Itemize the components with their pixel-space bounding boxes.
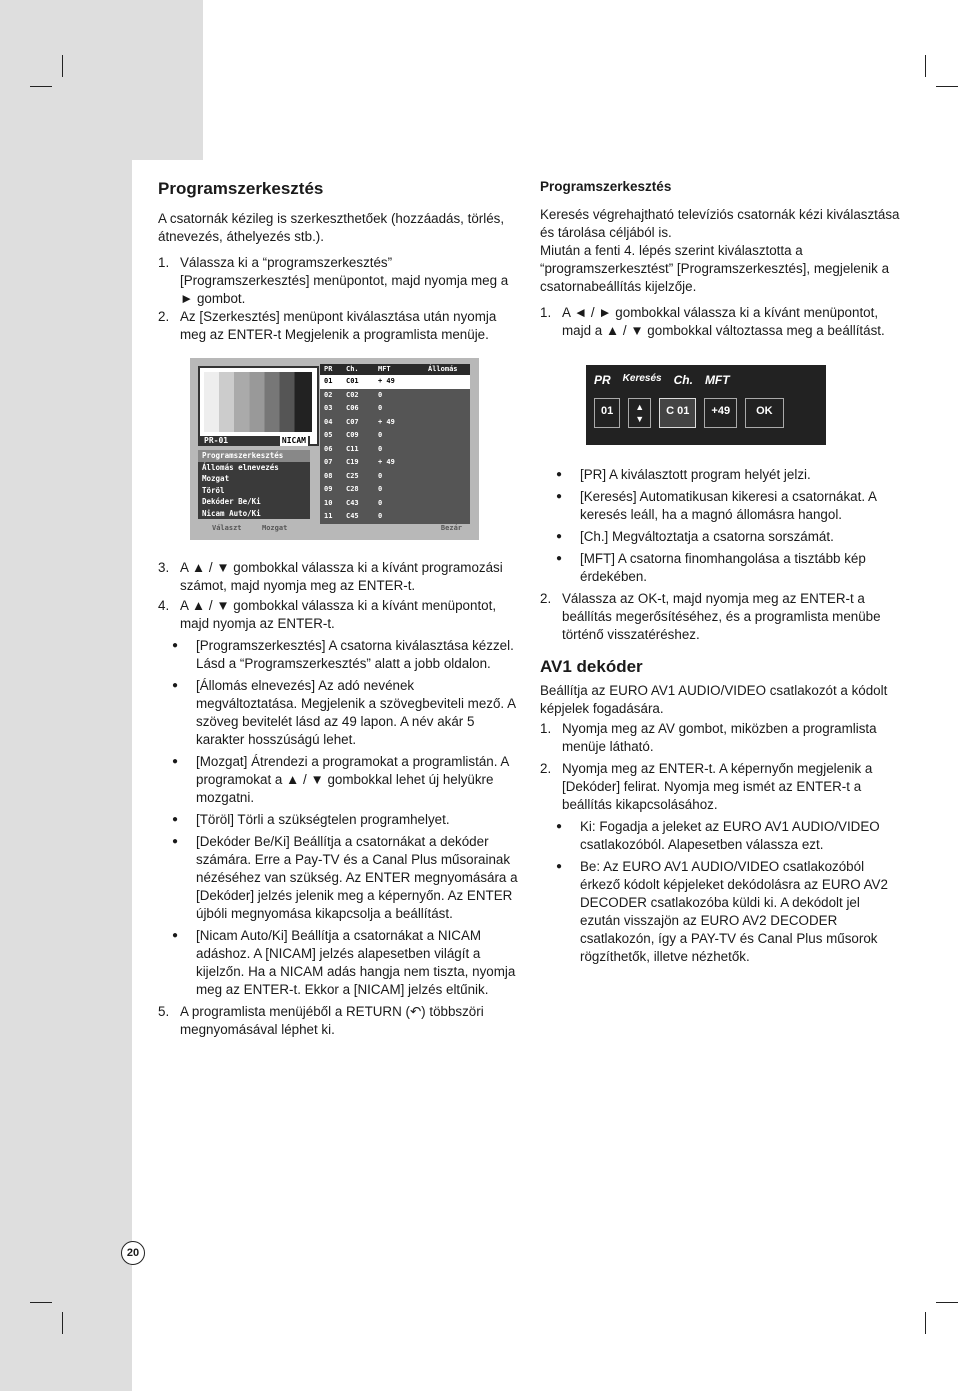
menu-item[interactable]: Mozgat — [202, 474, 230, 483]
menu-item[interactable]: Állomás elnevezés — [202, 462, 279, 472]
subsection-title: Programszerkesztés — [540, 179, 672, 194]
section-title: AV1 dekóder — [540, 657, 643, 676]
mft-cell: 0 — [378, 444, 383, 453]
list-item: ● Ki: Fogadja a jeleket az EURO AV1 AUDIO/VIDEO csatlakozóból. Alapesetben válassza ezt. — [556, 819, 880, 852]
list-item: ● [Keresés] Automatikusan kikeresi a csatornákat. A keresés leáll, ha a magnó állomásra hangol. — [556, 489, 877, 522]
footer-select: Választ — [212, 524, 242, 532]
mft-cell: 0 — [378, 471, 383, 480]
step-item: 1. Nyomja meg az AV gombot, miközben a programlista menüje látható. — [540, 721, 877, 754]
color-bars — [204, 372, 312, 432]
list-item: ● [MFT] A csatorna finomhangolása a tisztább kép érdekében. — [556, 551, 866, 584]
channel-setup-screenshot — [586, 365, 826, 445]
pr-cell: 02 — [324, 390, 333, 399]
table-body — [320, 375, 470, 524]
footer-close: Bezár — [440, 524, 462, 532]
crop-mark — [30, 86, 52, 87]
program-list-screenshot — [190, 358, 479, 540]
ch-value[interactable]: C 01 — [659, 398, 696, 428]
mft-cell: 0 — [378, 390, 383, 399]
mft-cell: 0 — [378, 404, 383, 412]
crop-mark — [30, 1302, 52, 1303]
crop-mark — [936, 1302, 958, 1303]
mft-cell: 0 — [378, 485, 383, 493]
video-preview — [198, 366, 319, 446]
bullet-list — [158, 637, 518, 999]
pr-cell: 07 — [324, 458, 333, 466]
pr-cell: 06 — [324, 444, 333, 453]
section-title: Programszerkesztés — [158, 179, 324, 198]
step-item: 3. A ▲ / ▼ gombokkal válassza ki a kívánt programozási számot, majd nyomja meg az ENTER-t. — [158, 560, 503, 593]
table-row[interactable] — [320, 497, 470, 511]
setup-labels: PR Keresés Ch. MFT — [594, 373, 730, 387]
paragraph: Keresés végrehajtható televíziós csatornák kézi kiválasztása és tárolása céljából is. — [540, 207, 900, 240]
list-item: ● [Állomás elnevezés] Az adó nevének megváltoztatása. Megjelenik a szövegbeviteli mező. A szöveg bevitelét lásd az 49 lapon. A név akár 5 karakter hosszúságú lehet. — [172, 678, 516, 747]
step-item: 1. A ◄ / ► gombokkal válassza ki a kívánt menüpontot, majd a ▲ / ▼ gombokkal változtassa meg a beállítást. — [540, 305, 885, 338]
table-row[interactable] — [320, 470, 470, 484]
list-item: ● [Nicam Auto/Ki] Beállítja a csatornákat a NICAM adáshoz. A [NICAM] jelzés alapesetben világít a kijelzőn. Ha a NICAM adás hangja nem tiszta, nyomja meg az ENTER-t. Ekkor a [NICAM] jelzés eltűnik. — [172, 928, 516, 997]
channel-table — [320, 364, 470, 524]
list-item: ● Be: Az EURO AV1 AUDIO/VIDEO csatlakozóból érkező kódolt képjeleket dekódolásra az EURO AV2 DECODER csatlakozóba küldi ki. A dekódolt jel ezután visszajön az EURO AV2 DECODER csatlakozón, így a PAY-TV és Canal Plus műsorok rögzíthetők, illetve nézhetők. — [556, 859, 888, 964]
pr-label-row: PR-01 NICAM — [198, 436, 310, 446]
table-row[interactable] — [320, 375, 470, 389]
pr-cell: 05 — [324, 431, 333, 439]
table-row[interactable] — [320, 456, 470, 470]
step-item: 2. Nyomja meg az ENTER-t. A képernyőn megjelenik a [Dekóder] felirat. Nyomja meg ismét az ENTER-t a beállítás kikapcsolásához. — [540, 761, 873, 812]
crop-mark — [925, 55, 926, 77]
list-item: ● [PR] A kiválasztott program helyét jelzi. — [556, 467, 811, 482]
step-item: 4. A ▲ / ▼ gombokkal válassza ki a kívánt menüpontot, majd nyomja az ENTER-t. — [158, 598, 497, 631]
step-item: 2. Válassza az OK-t, majd nyomja meg az ENTER-t a beállítás megerősítéséhez, és a programlista menübe történő visszatéréshez. — [540, 591, 881, 642]
list-item: ● [Programszerkesztés] A csatorna kiválasztása kézzel. Lásd a “Programszerkesztés” alatt a jobb oldalon. — [172, 638, 514, 671]
menu-item[interactable]: Töröl — [202, 485, 225, 495]
channel-cell: C43 — [346, 498, 359, 507]
channel-cell: C07 — [346, 417, 359, 426]
search-arrows[interactable]: ▲ ▼ — [628, 398, 651, 428]
table-row[interactable] — [320, 429, 470, 443]
bullet-list — [540, 818, 902, 966]
pr-cell: 11 — [324, 512, 333, 520]
edit-menu — [198, 450, 310, 519]
nicam-badge: NICAM — [281, 436, 306, 445]
table-row[interactable] — [320, 402, 470, 416]
mft-value[interactable]: +49 — [704, 398, 737, 428]
table-row[interactable] — [320, 483, 470, 497]
channel-cell: C28 — [346, 485, 359, 493]
intro-text: A csatornák kézileg is szerkeszthetőek (hozzáadás, törlés, átnevezés, áthelyezés stb.). — [158, 211, 505, 244]
menu-item[interactable]: Dekóder Be/Ki — [202, 497, 261, 506]
channel-cell: C25 — [346, 471, 359, 480]
mft-cell: 0 — [378, 498, 383, 507]
channel-cell: C06 — [346, 404, 359, 412]
page-number: 20 — [121, 1241, 145, 1265]
step-item: 5. A programlista menüjéből a RETURN (↶) többszöri megnyomásával léphet ki. — [158, 1004, 484, 1037]
step-item: 2. Az [Szerkesztés] menüpont kiválasztása után nyomja meg az ENTER-t Megjelenik a programlista menüje. — [158, 309, 497, 342]
setup-values — [594, 398, 784, 428]
right-column — [540, 178, 902, 340]
ok-button[interactable]: OK — [745, 398, 784, 428]
table-row[interactable] — [320, 443, 470, 457]
pr-cell: 08 — [324, 471, 333, 480]
bullet-list — [540, 466, 902, 586]
list-item: ● [Ch.] Megváltoztatja a csatorna sorszámát. — [556, 529, 834, 544]
screen-footer — [198, 522, 470, 534]
mft-cell: 0 — [378, 512, 383, 520]
channel-cell: C45 — [346, 512, 359, 520]
paragraph: Beállítja az EURO AV1 AUDIO/VIDEO csatlakozót a kódolt képjelek fogadására. — [540, 683, 888, 716]
mft-cell: + 49 — [378, 417, 395, 426]
pr-cell: 09 — [324, 485, 333, 493]
margin-band-left — [0, 160, 132, 1230]
menu-item[interactable]: Programszerkesztés — [198, 450, 310, 462]
step-item: 1. Válassza ki a “programszerkesztés” [Programszerkesztés] menüpontot, majd nyomja meg a ► gombot. — [158, 255, 509, 306]
channel-cell: C02 — [346, 390, 359, 399]
footer-move: Mozgat — [262, 524, 288, 532]
mft-cell: 0 — [378, 431, 383, 439]
channel-cell: C01 — [346, 377, 359, 385]
pr-cell: 10 — [324, 498, 333, 507]
table-row[interactable] — [320, 389, 470, 403]
channel-cell: C19 — [346, 458, 359, 466]
crop-mark — [925, 1312, 926, 1334]
list-item: ● [Mozgat] Átrendezi a programokat a programlistán. A programokat a ▲ / ▼ gombokkal lehet új helyükre mozgatni. — [172, 754, 509, 805]
margin-band-bottom — [0, 1230, 132, 1391]
pr-value[interactable]: 01 — [594, 398, 620, 428]
crop-mark — [62, 1312, 63, 1334]
table-header: PR Ch. MFT Állomás — [320, 364, 470, 375]
pr-cell: 03 — [324, 404, 333, 412]
margin-band-top — [0, 0, 203, 160]
menu-item[interactable]: Nicam Auto/Ki — [202, 508, 261, 518]
left-column-continued — [158, 559, 518, 1039]
mft-cell: + 49 — [378, 377, 395, 385]
crop-mark — [62, 55, 63, 77]
pr-cell: 01 — [324, 377, 333, 385]
list-item: ● [Töröl] Törli a szükségtelen programhelyet. — [172, 812, 450, 827]
crop-mark — [936, 86, 958, 87]
table-row[interactable] — [320, 416, 470, 430]
paragraph: Miután a fenti 4. lépés szerint kiválasztotta a “programszerkesztést” [Programszerkesztés], megjelenik a csatornabeállítás kijelzője. — [540, 243, 890, 294]
right-column-continued — [540, 466, 902, 970]
left-column — [158, 178, 518, 344]
channel-cell: C11 — [346, 444, 359, 453]
mft-cell: + 49 — [378, 458, 395, 466]
channel-cell: C09 — [346, 431, 359, 439]
pr-cell: 04 — [324, 417, 333, 426]
list-item: ● [Dekóder Be/Ki] Beállítja a csatornákat a dekóder számára. Erre a Pay-TV és a Canal Plus műsorainak nézéséhez van szükség. Az ENTER megnyomására a [Dekóder] jelzés jelenik meg a képernyőn. Az ENTER újbóli megnyomása kikapcsolja a beállítást. — [172, 834, 518, 921]
